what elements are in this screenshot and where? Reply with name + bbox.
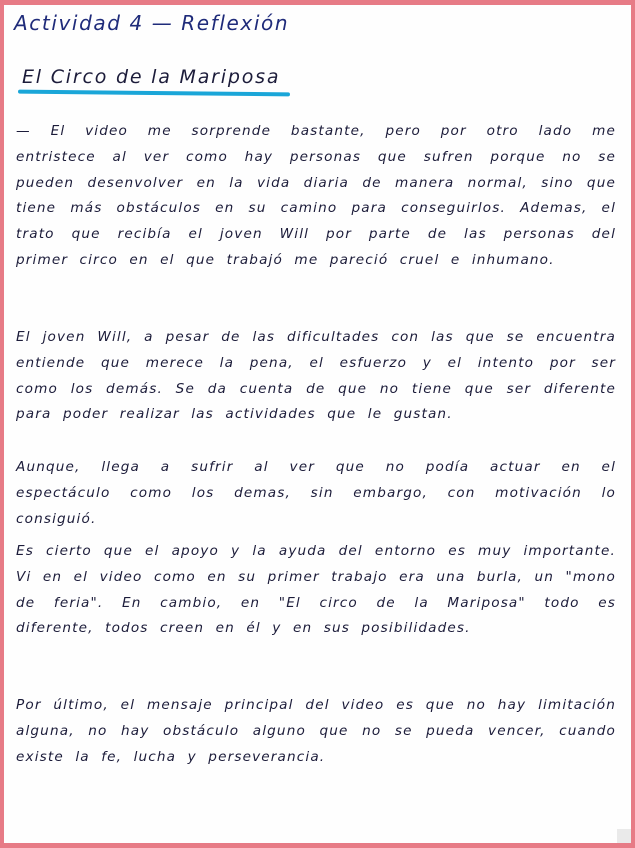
paragraph-2: El joven Will, a pesar de las dificultades con las que se encuentra entiende que merece la pena, el esfuerzo y el intento por ser como los demás. Se da cuenta de que no tiene que ser diferente para poder realizar las actividades que le gustan. [16, 329, 616, 423]
paragraph-5: Por último, el mensaje principal del video es que no hay limitación alguna, no hay obstáculo alguno que no se pueda vencer, cuando existe la fe, lucha y perseverancia. [16, 697, 616, 765]
paragraph-4: Es cierto que el apoyo y la ayuda del entorno es muy importante. Vi en el video como en su primer trabajo era una burla, un "mono de feria". En cambio, en "El circo de la Mariposa" todo es diferente, todos creen en él y en sus posibilidades. [16, 543, 616, 637]
paragraph-1: — El video me sorprende bastante, pero por otro lado me entristece al ver como hay personas que sufren porque no se pueden desenvolver en la vida diaria de manera normal, sino que tiene más obstáculos en su camino para conseguirlos. Ademas, el trato que recibía el joven Will por parte de las personas del primer circo en el que trabajó me pareció cruel e inhumano. [16, 123, 616, 268]
title-underline [18, 90, 290, 97]
essay-title: El Circo de la Mariposa [22, 66, 281, 88]
page-heading: Actividad 4 — Reflexión [14, 11, 290, 35]
paragraph-3: Aunque, llega a sufrir al ver que no podía actuar en el espectáculo como los demas, sin embargo, con motivación lo consiguió. [16, 459, 616, 527]
